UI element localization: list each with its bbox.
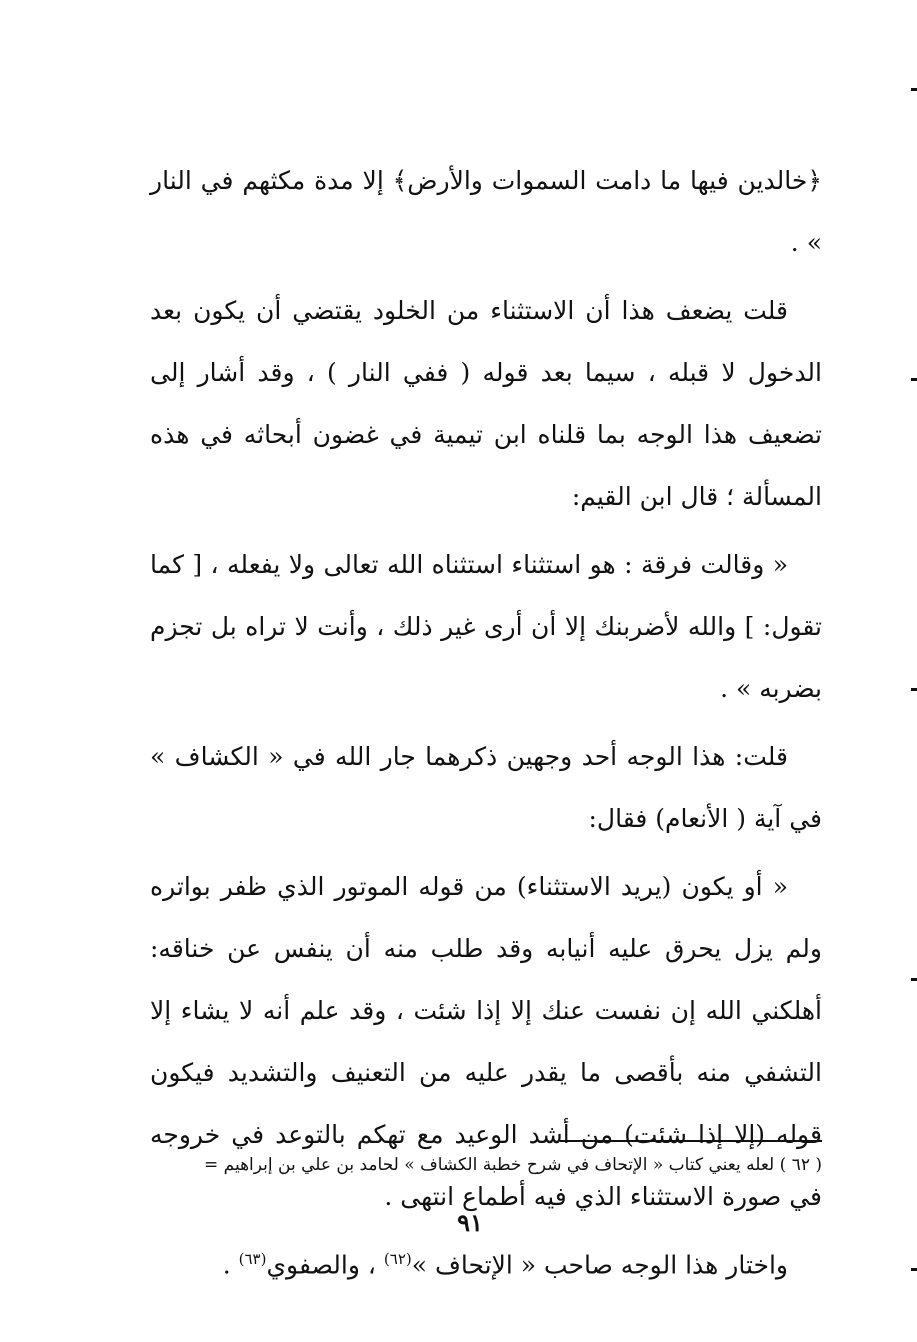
closing-text-start: واختار هذا الوجه صاحب « الإتحاف »: [411, 1250, 788, 1280]
edge-tick-mark: [911, 978, 917, 981]
edge-tick-mark: [911, 688, 917, 691]
footnote-divider: [560, 1140, 822, 1142]
page-number: ٩١: [457, 1208, 483, 1237]
paragraph-commentary: قلت يضعف هذا أن الاستثناء من الخلود يقتضي أن يكون بعد الدخول لا قبله ، سيما بعد قوله ( ففي النار ) ، وقد أشار إلى تضعيف هذا الوجه بما قلناه ابن تيمية في غضون أبحاثه في هذه المسألة ؛ قال ابن القيم:: [150, 296, 822, 511]
paragraph-kashshaf: قلت: هذا الوجه أحد وجهين ذكرهما جار الله في « الكشاف » في آية ( الأنعام) فقال:: [150, 742, 822, 833]
paragraph-kashshaf-quotation: « أو يكون (يريد الاستثناء) من قوله الموتور الذي ظفر بواتره ولم يزل يحرق عليه أنيابه وقد طلب منه أن ينفس عن خناقه: أهلكني الله إن نفست عنك إلا إذا شئت ، وقد علم أنه لا يشاء إلا التشفي منه بأقصى ما يقدر عليه من التعنيف والتشديد فيكون قوله (إلا إذا شئت) من أشد الوعيد مع تهكم بالتوعد في خروجه في صورة الاستثناء الذي فيه أطماع انتهى .: [150, 872, 822, 1211]
paragraph-closing: [150, 1228, 822, 1296]
paragraph-quran-continuation: ﴿خالدين فيها ما دامت السموات والأرض﴾ إلا مدة مكثهم في النار » .: [150, 166, 822, 257]
edge-tick-mark: [911, 378, 917, 381]
closing-text-end: .: [222, 1250, 239, 1280]
edge-tick-mark: [911, 1268, 917, 1271]
paragraph-quotation-ibn-qayyim: « وقالت فرقة : هو استثناء استثناه الله تعالى ولا يفعله ، [ كما تقول: ] والله لأضربنك إلا أن أرى غير ذلك ، وأنت لا تراه بل تجزم بضربه » .: [150, 550, 822, 703]
main-text: [150, 150, 822, 1296]
closing-text-middle: ، والصفوي: [266, 1250, 384, 1280]
edge-tick-mark: [911, 88, 917, 91]
footnote-62: ( ٦٢ ) لعله يعني كتاب « الإتحاف في شرح خطبة الكشاف » لحامد بن علي بن إبراهيم =: [203, 1155, 822, 1175]
footnote-reference-62: (٦٢): [383, 1250, 412, 1268]
footnote-reference-63: (٦٣): [238, 1250, 267, 1268]
